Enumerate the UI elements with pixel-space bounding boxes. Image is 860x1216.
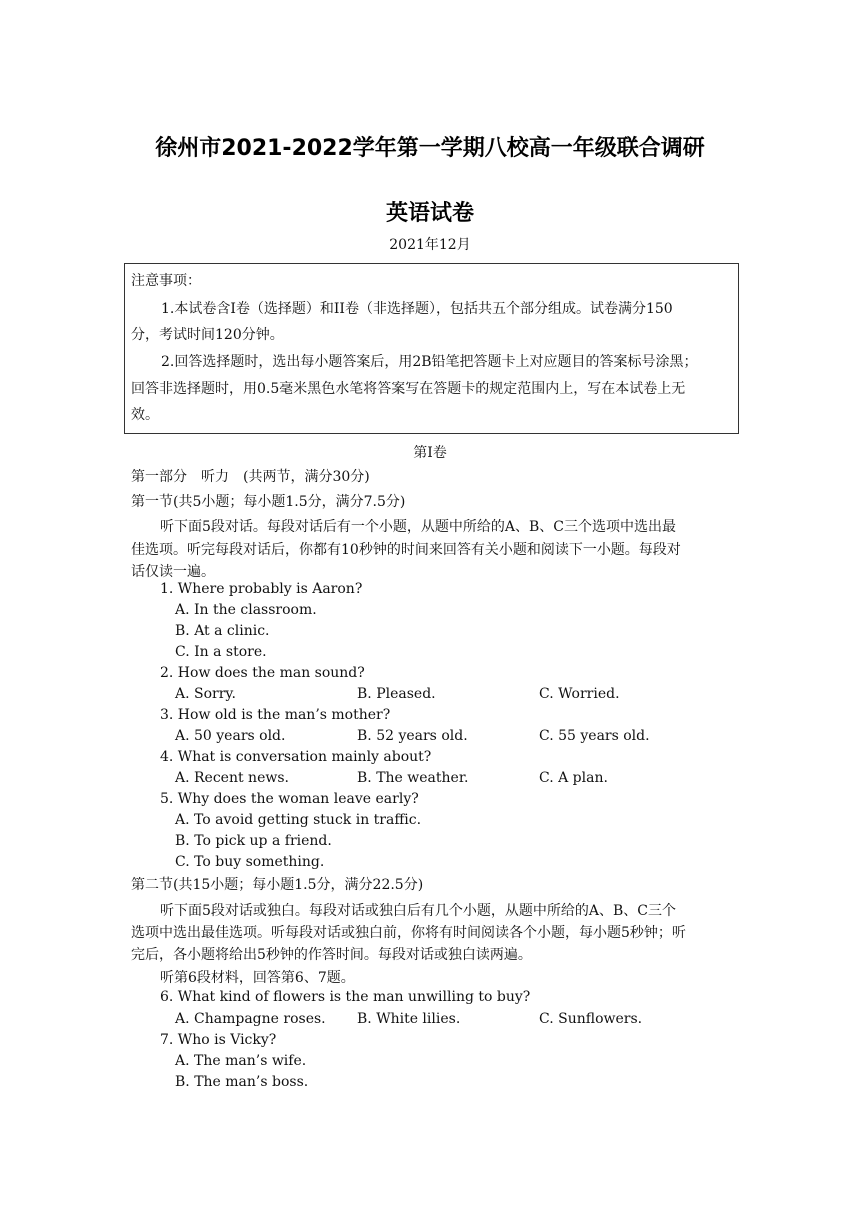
option: B. The man’s boss.: [175, 1074, 309, 1090]
option: A. Sorry.: [175, 686, 236, 702]
instruction-line: 听下面5段对话。每段对话后有一个小题，从题中所给的A、B、C三个选项中选出最: [160, 519, 677, 535]
option: B. The weather.: [357, 770, 469, 786]
volume-heading: 第I卷: [413, 445, 447, 461]
instruction-line: 佳选项。听完每段对话后，你都有10秒钟的时间来回答有关小题和阅读下一小题。每段对: [131, 542, 681, 558]
exam-date: 2021年12月: [389, 237, 471, 253]
option: C. Sunflowers.: [539, 1011, 643, 1027]
option: B. Pleased.: [357, 686, 436, 702]
notice-line: 回答非选择题时，用0.5毫米黑色水笔将答案写在答题卡的规定范围内上，写在本试卷上无: [131, 381, 686, 397]
section-heading: 第二节(共15小题；每小题1.5分，满分22.5分): [131, 877, 424, 893]
exam-title: 徐州市2021-2022学年第一学期八校高一年级联合调研: [155, 136, 705, 161]
option: A. To avoid getting stuck in traffic.: [175, 812, 422, 828]
question-stem: 4. What is conversation mainly about?: [160, 749, 432, 765]
question-stem: 5. Why does the woman leave early?: [160, 791, 419, 807]
notice-box: [124, 263, 739, 434]
option: A. The man’s wife.: [175, 1053, 307, 1069]
option: B. White lilies.: [357, 1011, 461, 1027]
option: A. In the classroom.: [175, 602, 317, 618]
question-stem: 2. How does the man sound?: [160, 665, 365, 681]
question-stem: 7. Who is Vicky?: [160, 1032, 277, 1048]
option: A. Champagne roses.: [175, 1011, 326, 1027]
instruction-line: 话仅读一遍。: [131, 564, 215, 580]
instruction-line: 选项中选出最佳选项。听每段对话或独白前，你将有时间阅读各个小题，每小题5秒钟；听: [131, 925, 686, 941]
instruction-line: 完后，各小题将给出5秒钟的作答时间。每段对话或独白读两遍。: [131, 947, 532, 963]
notice-heading: 注意事项：: [131, 273, 201, 289]
option: C. 55 years old.: [539, 728, 650, 744]
instruction-line: 听下面5段对话或独白。每段对话或独白后有几个小题，从题中所给的A、B、C三个: [160, 903, 677, 919]
part-heading: 第一部分 听力 (共两节，满分30分): [131, 469, 370, 485]
material-heading: 听第6段材料，回答第6、7题。: [160, 970, 355, 986]
notice-line: 1.本试卷含I卷（选择题）和II卷（非选择题），包括共五个部分组成。试卷满分150: [161, 301, 673, 317]
notice-line: 效。: [131, 407, 159, 423]
option: C. A plan.: [539, 770, 608, 786]
option: B. At a clinic.: [175, 623, 270, 639]
question-stem: 6. What kind of flowers is the man unwilling to buy?: [160, 989, 531, 1005]
question-stem: 3. How old is the man’s mother?: [160, 707, 391, 723]
notice-line: 分，考试时间120分钟。: [131, 327, 284, 343]
option: C. In a store.: [175, 644, 267, 660]
notice-line: 2.回答选择题时，选出每小题答案后，用2B铅笔把答题卡上对应题目的答案标号涂黑；: [161, 354, 698, 370]
option: C. To buy something.: [175, 854, 325, 870]
option: A. Recent news.: [175, 770, 289, 786]
option: C. Worried.: [539, 686, 620, 702]
option: A. 50 years old.: [175, 728, 286, 744]
exam-subtitle: 英语试卷: [385, 201, 474, 226]
question-stem: 1. Where probably is Aaron?: [160, 581, 363, 597]
option: B. To pick up a friend.: [175, 833, 332, 849]
option: B. 52 years old.: [357, 728, 468, 744]
section-heading: 第一节(共5小题；每小题1.5分，满分7.5分): [131, 494, 406, 510]
